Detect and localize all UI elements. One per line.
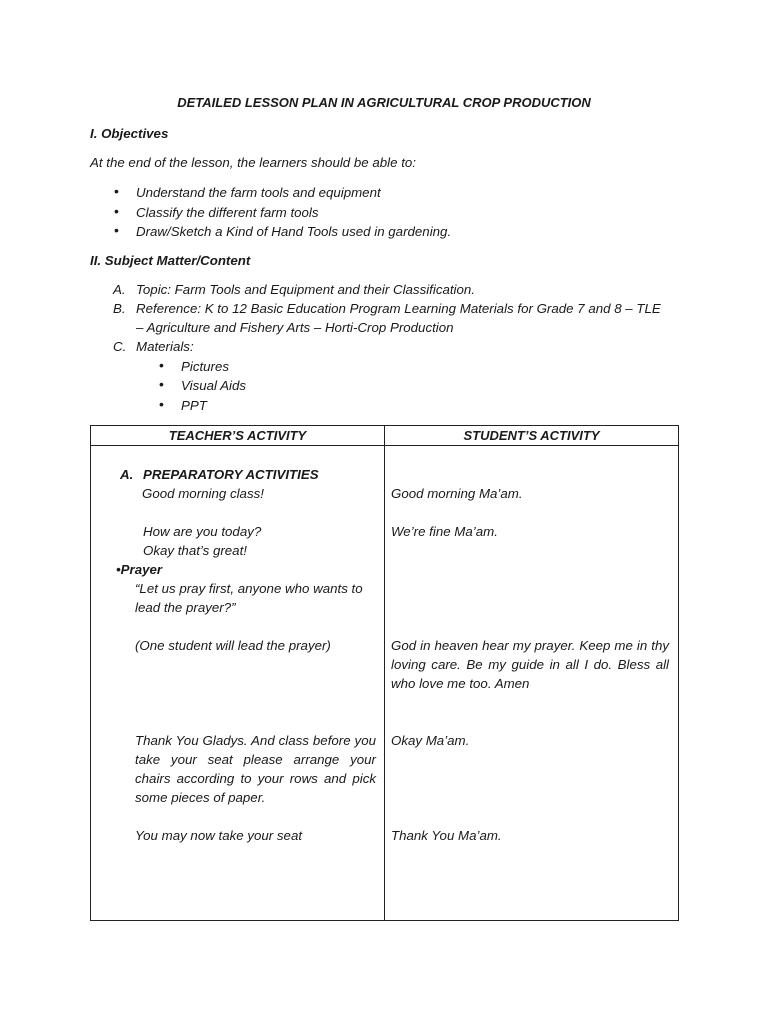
section-marker: A. [120, 467, 134, 482]
student-okay: Okay Ma’am. [391, 733, 470, 748]
bullet-icon: • [159, 396, 164, 412]
subject-materials: Materials: [136, 339, 194, 354]
prayer-question-line1: “Let us pray first, anyone who wants to [135, 581, 363, 596]
list-marker: C. [113, 339, 127, 354]
bullet-icon: • [114, 183, 119, 199]
objective-item: Understand the farm tools and equipment [136, 185, 381, 200]
student-fine: We’re fine Ma’am. [391, 524, 498, 539]
bullet-icon: • [114, 222, 119, 238]
student-activity-cell [385, 446, 679, 921]
list-marker: B. [113, 301, 126, 316]
subject-reference: Reference: K to 12 Basic Education Program Learning Materials for Grade 7 and 8 – TLE [136, 301, 661, 316]
teacher-how-are-you: How are you today? [143, 524, 262, 539]
objective-item: Draw/Sketch a Kind of Hand Tools used in gardening. [136, 224, 452, 239]
activity-table [90, 425, 679, 921]
teacher-activity-cell [91, 446, 385, 921]
section-title: PREPARATORY ACTIVITIES [143, 467, 319, 482]
material-item: Pictures [181, 359, 230, 374]
subject-topic: Topic: Farm Tools and Equipment and their Classification. [136, 282, 475, 297]
objectives-heading: I. Objectives [90, 126, 169, 141]
bullet-icon: • [159, 357, 164, 373]
teacher-column-header: TEACHER’S ACTIVITY [91, 426, 385, 446]
teacher-instruction: Thank You Gladys. And class before you take your seat please arrange your chairs according to your rows and pick some pieces of paper. [135, 733, 376, 805]
bullet-icon: • [114, 203, 119, 219]
bullet-icon: • [159, 376, 164, 392]
prayer-question-line2: lead the prayer?” [135, 600, 236, 615]
student-column-header: STUDENT’S ACTIVITY [385, 426, 679, 446]
teacher-great: Okay that’s great! [143, 543, 247, 558]
objectives-intro: At the end of the lesson, the learners should be able to: [90, 155, 416, 170]
subject-reference-cont: – Agriculture and Fishery Arts – Horti-Crop Production [136, 320, 454, 335]
material-item: PPT [181, 398, 207, 413]
lead-prayer-note: (One student will lead the prayer) [135, 638, 331, 653]
objective-item: Classify the different farm tools [136, 205, 319, 220]
student-thanks: Thank You Ma’am. [391, 828, 502, 843]
teacher-take-seat: You may now take your seat [135, 828, 303, 843]
student-prayer: God in heaven hear my prayer. Keep me in thy loving care. Be my guide in all I do. Bless all who love me too. Amen [391, 638, 669, 691]
prayer-label: •Prayer [116, 562, 163, 577]
student-greeting: Good morning Ma’am. [391, 486, 523, 501]
teacher-greeting: Good morning class! [142, 486, 264, 501]
list-marker: A. [113, 282, 126, 297]
material-item: Visual Aids [181, 378, 247, 393]
document-title: DETAILED LESSON PLAN IN AGRICULTURAL CROP PRODUCTION [177, 95, 591, 110]
subject-heading: II. Subject Matter/Content [90, 253, 251, 268]
